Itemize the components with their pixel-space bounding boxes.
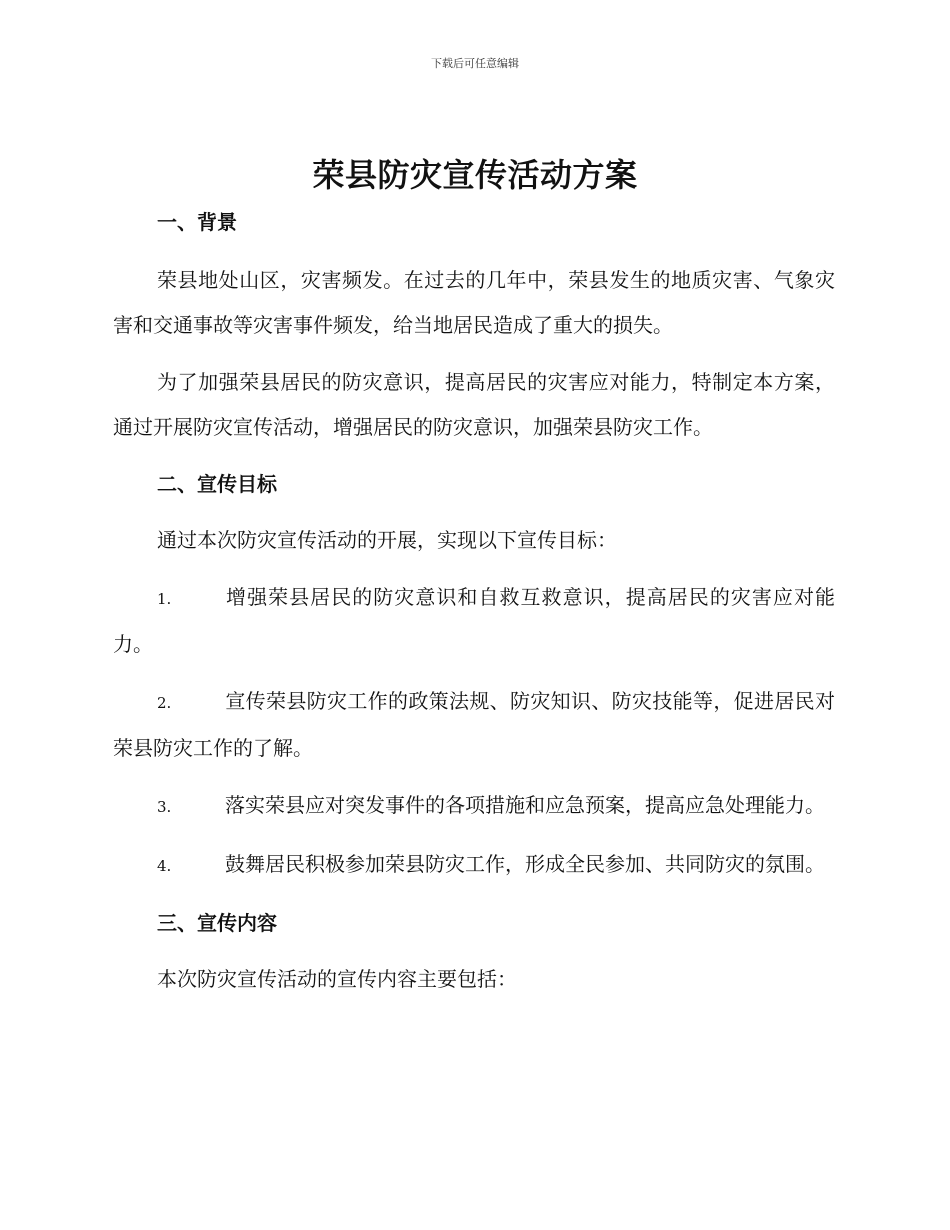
list-text: 鼓舞居民积极参加荣县防灾工作，形成全民参加、共同防灾的氛围。: [225, 852, 825, 876]
list-number: 2.: [157, 694, 172, 712]
list-item: [113, 575, 835, 667]
document-title: 荣县防灾宣传活动方案: [312, 156, 638, 194]
list-text: 增强荣县居民的防灾意识和自救互救意识，提高居民的灾害应对能力。: [113, 585, 835, 656]
document-body: [113, 200, 835, 1002]
header-note: 下载后可任意编辑: [431, 57, 519, 70]
section-heading-background: 一、背景: [157, 210, 237, 234]
goals-intro: 通过本次防灾宣传活动的开展，实现以下宣传目标：: [157, 528, 617, 552]
content-intro: 本次防灾宣传活动的宣传内容主要包括：: [157, 967, 517, 991]
list-number: 4.: [157, 857, 172, 875]
list-item: [113, 842, 835, 889]
background-paragraph-1: 荣县地处山区，灾害频发。在过去的几年中，荣县发生的地质灾害、气象灾害和交通事故等灾害事件频发，给当地居民造成了重大的损失。: [113, 268, 835, 337]
section-heading-content: 三、宣传内容: [157, 911, 277, 935]
list-number: 1.: [157, 590, 172, 608]
list-text: 宣传荣县防灾工作的政策法规、防灾知识、防灾技能等，促进居民对荣县防灾工作的了解。: [113, 689, 835, 760]
list-item: [113, 679, 835, 771]
list-text: 落实荣县应对突发事件的各项措施和应急预案，提高应急处理能力。: [225, 793, 825, 817]
section-heading-goals: 二、宣传目标: [157, 472, 277, 496]
list-number: 3.: [157, 798, 172, 816]
background-paragraph-2: 为了加强荣县居民的防灾意识，提高居民的灾害应对能力，特制定本方案，通过开展防灾宣传活动，增强居民的防灾意识，加强荣县防灾工作。: [113, 370, 835, 439]
list-item: [113, 783, 835, 830]
